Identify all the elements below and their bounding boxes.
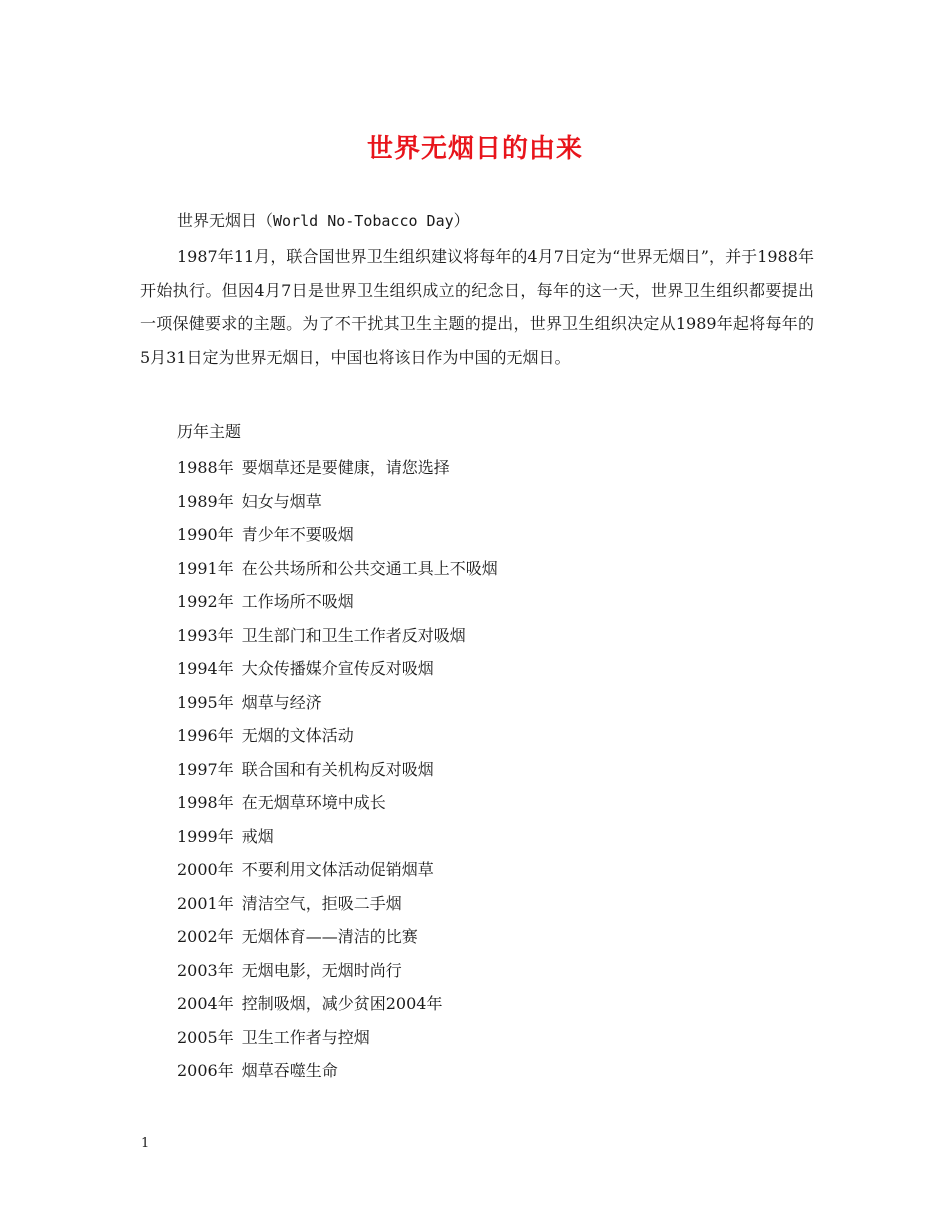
themes-list [177, 451, 498, 1088]
theme-text: 在无烟草环境中成长 [241, 793, 386, 812]
theme-year: 1999年 [177, 826, 234, 846]
theme-text: 妇女与烟草 [241, 491, 322, 511]
document-title: 世界无烟日的由来 [366, 134, 583, 164]
theme-text: 卫生部门和卫生工作者反对吸烟 [241, 625, 466, 645]
theme-text: 烟草与经济 [241, 692, 322, 712]
theme-item [177, 686, 498, 720]
theme-item [177, 719, 498, 753]
section-heading: 历年主题 [177, 422, 242, 441]
theme-item [177, 1054, 498, 1088]
theme-text: 无烟的文体活动 [241, 726, 354, 745]
theme-item [177, 887, 498, 921]
subtitle-prefix: 世界无烟日（ [177, 211, 274, 230]
theme-text: 不要利用文体活动促销烟草 [241, 860, 434, 879]
theme-text: 工作场所不吸烟 [241, 592, 354, 611]
theme-item [177, 451, 498, 485]
theme-text: 大众传播媒介宣传反对吸烟 [241, 659, 434, 678]
theme-text: 清洁空气，拒吸二手烟 [241, 893, 402, 913]
theme-year: 1991年 [177, 558, 234, 578]
theme-item [177, 552, 498, 586]
theme-item [177, 853, 498, 887]
theme-year: 2001年 [177, 893, 234, 913]
subtitle [177, 208, 470, 231]
intro-paragraph: 1987年11月，联合国世界卫生组织建议将每年的4月7日定为“世界无烟日”，并于1988年开始执行。但因4月7日是世界卫生组织成立的纪念日，每年的这一天，世界卫生组织都要提出一项保健要求的主题。为了不干扰其卫生主题的提出，世界卫生组织决定从1989年起将每年的5月31日定为世界无烟日，中国也将该日作为中国的无烟日。 [140, 247, 814, 367]
theme-item [177, 820, 498, 854]
theme-year: 2003年 [177, 960, 234, 980]
theme-item [177, 786, 498, 820]
theme-item [177, 585, 498, 619]
theme-item [177, 753, 498, 787]
theme-item [177, 954, 498, 988]
theme-item [177, 987, 498, 1021]
subtitle-english: World No-Tobacco Day [273, 212, 454, 230]
theme-item [177, 619, 498, 653]
theme-text: 无烟体育——清洁的比赛 [241, 927, 418, 946]
subtitle-suffix: ） [453, 211, 470, 230]
theme-item [177, 652, 498, 686]
theme-year: 1996年 [177, 726, 234, 745]
theme-year: 2005年 [177, 1027, 234, 1047]
theme-year: 1989年 [177, 491, 234, 511]
theme-year: 2000年 [177, 860, 234, 879]
theme-year: 1993年 [177, 625, 234, 645]
theme-year: 1992年 [177, 592, 234, 611]
theme-text: 卫生工作者与控烟 [241, 1027, 370, 1047]
theme-year: 2002年 [177, 927, 234, 946]
theme-item [177, 518, 498, 552]
theme-year: 2006年 [177, 1061, 234, 1080]
theme-text: 无烟电影，无烟时尚行 [241, 960, 402, 980]
theme-year: 1994年 [177, 659, 234, 678]
theme-item [177, 485, 498, 519]
theme-item [177, 1021, 498, 1055]
page-number: 1 [141, 1136, 150, 1151]
theme-text: 要烟草还是要健康，请您选择 [241, 458, 450, 477]
theme-text: 烟草吞噬生命 [241, 1061, 338, 1080]
theme-text: 控制吸烟，减少贫困2004年 [241, 994, 443, 1013]
theme-year: 1988年 [177, 458, 234, 477]
theme-item [177, 920, 498, 954]
theme-text: 联合国和有关机构反对吸烟 [241, 759, 434, 779]
theme-year: 1995年 [177, 692, 234, 712]
theme-year: 1998年 [177, 793, 234, 812]
theme-year: 1997年 [177, 759, 234, 779]
theme-year: 1990年 [177, 525, 234, 544]
theme-text: 在公共场所和公共交通工具上不吸烟 [241, 558, 498, 578]
theme-text: 戒烟 [241, 826, 274, 846]
theme-text: 青少年不要吸烟 [241, 525, 354, 544]
theme-year: 2004年 [177, 994, 234, 1013]
